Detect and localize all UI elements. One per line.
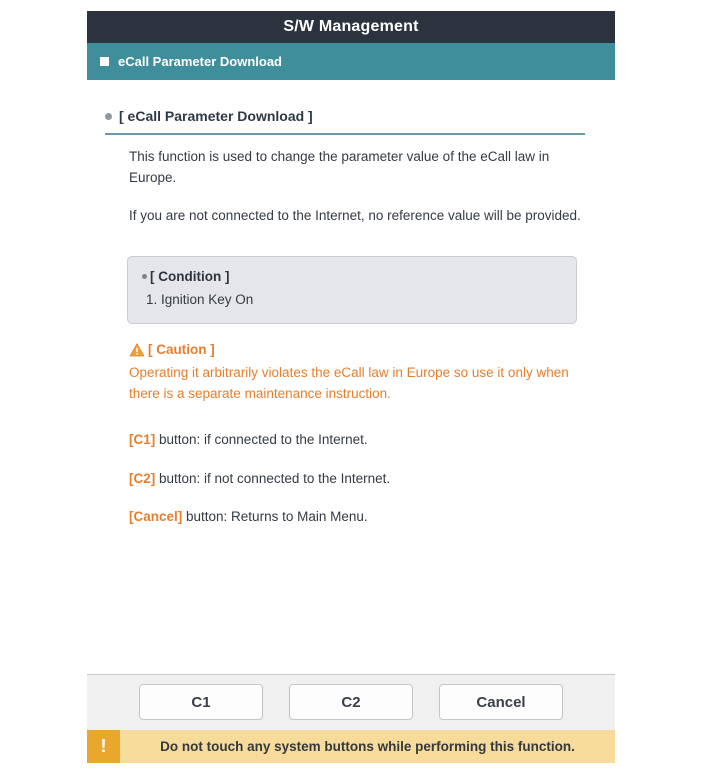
c2-button[interactable]: C2 [289,684,413,720]
help-key-c2: [C2] [129,471,156,486]
internet-note-paragraph: If you are not connected to the Internet, no reference value will be provided. [129,208,581,223]
c1-button[interactable]: C1 [139,684,263,720]
caution-heading [129,342,585,357]
condition-heading [142,269,566,284]
warning-notice-bar [87,730,615,763]
page-title: S/W Management [283,18,419,35]
help-text-cancel: button: Returns to Main Menu. [182,509,368,524]
help-key-cancel: [Cancel] [129,509,183,524]
action-button-bar [87,674,615,730]
help-text-c2: button: if not connected to the Internet. [155,471,391,486]
alert-icon: ! [87,730,120,763]
square-bullet-icon [100,57,109,66]
caution-text: Operating it arbitrarily violates the eCall law in Europe so use it only when there is a separate maintenance instruction. [129,365,569,401]
dot-icon [142,274,147,279]
description-paragraph: This function is used to change the parameter value of the eCall law in Europe. [129,149,550,185]
help-text-c1: button: if connected to the Internet. [155,432,368,447]
condition-item: 1. Ignition Key On [146,292,254,307]
caution-block [129,342,585,404]
condition-title: [ Condition ] [150,269,230,284]
help-line-c2 [129,471,585,486]
cancel-button[interactable]: Cancel [439,684,563,720]
help-key-c1: [C1] [129,432,156,447]
section-heading [105,108,585,135]
bullet-icon [105,113,112,120]
warning-icon [129,343,145,357]
help-line-cancel [129,509,585,524]
caution-title: [ Caution ] [148,342,215,357]
help-line-c1 [129,432,585,447]
condition-box [127,256,577,324]
sw-management-panel [87,11,615,763]
function-header-bar [87,43,615,80]
function-title: eCall Parameter Download [118,54,282,69]
warning-notice-text: Do not touch any system buttons while performing this function. [160,739,575,754]
section-heading-label: [ eCall Parameter Download ] [119,108,313,124]
window-title-bar [87,11,615,43]
